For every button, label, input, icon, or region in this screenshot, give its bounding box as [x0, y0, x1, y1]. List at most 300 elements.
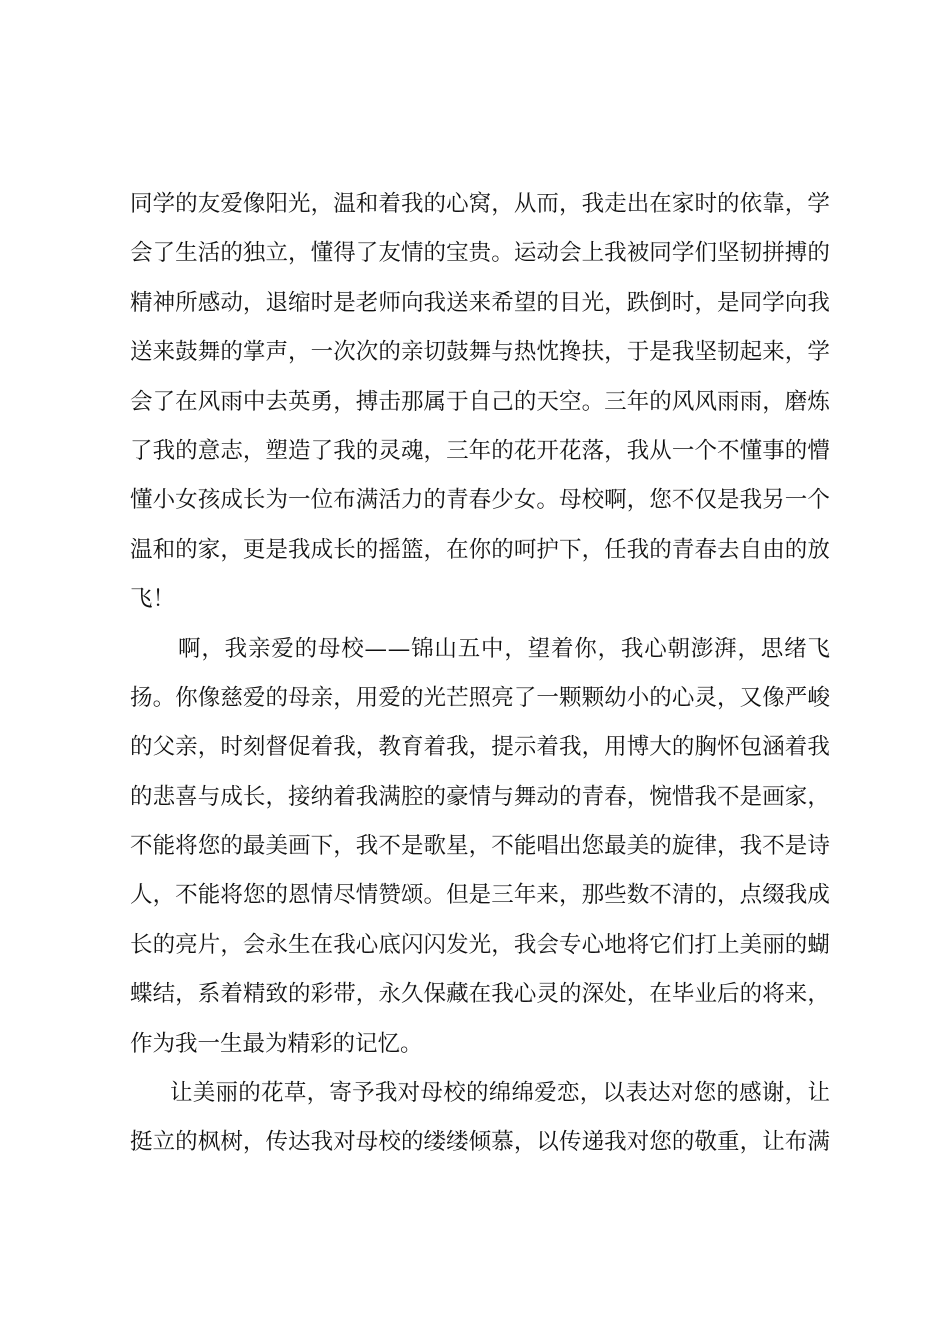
text-char: 山 [434, 635, 457, 662]
text-char: 时 [671, 289, 695, 316]
text-char: 教 [378, 734, 401, 761]
text-char: 传 [265, 1129, 288, 1156]
text-char: 英 [288, 388, 311, 415]
text-char: 和 [355, 191, 379, 217]
text-char: 长 [242, 487, 266, 514]
text-char: 绵 [488, 1080, 512, 1107]
text-char: 督 [265, 734, 288, 761]
text-char: 以 [536, 1129, 559, 1156]
text-char: ， [807, 981, 830, 1008]
text-char: 而 [536, 191, 559, 217]
text-char: 缕 [423, 1129, 447, 1156]
text-char: 志 [220, 437, 243, 464]
text-char: ， [242, 289, 266, 316]
text-char: 被 [626, 240, 650, 267]
text-char: 春 [604, 783, 627, 810]
text-char: 任 [604, 536, 627, 563]
text-char: 。 [423, 882, 447, 909]
text-char: 五 [457, 635, 481, 662]
text-char: 忱 [536, 339, 559, 366]
text-char: 永 [265, 931, 288, 958]
text-char: 的 [220, 833, 243, 860]
text-char: 我 [739, 487, 763, 514]
text-char: 在 [649, 981, 672, 1008]
text-char: 结 [152, 981, 176, 1008]
text-char: 达 [288, 1129, 311, 1156]
text-char: ， [491, 191, 514, 217]
paragraph-1-line-6 [130, 427, 830, 476]
text-char: 啊 [604, 487, 627, 514]
text-char: 将 [220, 882, 243, 909]
text-char: 峻 [807, 684, 830, 711]
text-char: 成 [220, 487, 243, 514]
text-char: 些 [604, 882, 627, 909]
text-char: 的 [294, 635, 318, 662]
text-char: 枫 [197, 1129, 221, 1156]
paragraph-3-line-1 [130, 1069, 830, 1118]
text-char: 光 [288, 191, 311, 217]
text-char: 闪 [423, 931, 447, 958]
text-char: 是 [468, 882, 492, 909]
text-char: 更 [242, 536, 266, 563]
text-char: 的 [716, 1080, 739, 1107]
text-char: ， [784, 339, 808, 366]
text-char: 毕 [671, 981, 695, 1008]
text-char: 树 [220, 1129, 243, 1156]
text-char: 您 [649, 1129, 672, 1156]
text-char: 丽 [215, 1080, 239, 1107]
text-char: 着 [536, 734, 559, 761]
text-char: 个 [694, 437, 717, 464]
text-char: 着 [378, 191, 401, 217]
text-char: 来 [784, 981, 808, 1008]
text-char: 的 [649, 833, 672, 860]
text-char: 的 [175, 437, 198, 464]
text-char: 是 [400, 833, 424, 860]
text-char: 同 [649, 240, 672, 267]
text-char: 的 [175, 191, 198, 217]
text-char: 老 [355, 289, 379, 316]
text-char: 人 [130, 882, 153, 909]
text-char: 您 [693, 1080, 717, 1107]
text-char: 爱 [534, 1080, 557, 1107]
text-char: 成 [807, 882, 830, 909]
text-char: 朝 [667, 635, 691, 662]
text-char: ， [717, 882, 740, 909]
text-char: 我 [374, 1080, 398, 1107]
text-char: 着 [550, 635, 574, 662]
text-char: 校 [443, 1080, 466, 1107]
text-char: 我 [581, 191, 605, 217]
text-char: 清 [671, 882, 695, 909]
text-char: 能 [513, 833, 537, 860]
text-char: ， [784, 191, 808, 217]
text-char: 的 [784, 931, 808, 958]
text-char: 予 [352, 1080, 375, 1107]
text-char: 寄 [329, 1080, 352, 1107]
text-char: 家 [671, 191, 695, 217]
text-char: 我 [310, 1129, 334, 1156]
text-char: 心 [671, 684, 695, 711]
text-char: 学 [807, 339, 830, 366]
text-char: 的 [671, 734, 695, 761]
text-char: 在 [649, 191, 672, 217]
text-char: 风 [671, 388, 695, 415]
text-char: 赞 [378, 882, 401, 909]
text-char: 时 [694, 191, 717, 217]
text-char: 的 [465, 1080, 489, 1107]
text-char: 恋 [557, 1080, 580, 1107]
text-char: 独 [242, 240, 266, 267]
text-char: 星 [446, 833, 469, 860]
text-char: 与 [491, 783, 514, 810]
text-char: 你 [574, 635, 597, 662]
text-char: 自 [739, 536, 763, 563]
text-char: 的 [423, 240, 447, 267]
text-char: 让 [170, 1080, 193, 1107]
text-char: 师 [378, 289, 401, 316]
text-char: ， [604, 289, 627, 316]
text-char: 达 [648, 1080, 671, 1107]
text-char: 一 [671, 437, 695, 464]
text-char: 我 [807, 734, 830, 761]
text-char: 立 [152, 1129, 176, 1156]
text-char: 的 [491, 536, 514, 563]
text-char: 生 [288, 931, 311, 958]
text-char: 心 [355, 931, 379, 958]
text-char: 能 [152, 833, 176, 860]
text-char: 母 [420, 1080, 443, 1107]
text-char: 促 [288, 734, 311, 761]
text-char: 是 [739, 783, 763, 810]
text-char: 是 [649, 339, 672, 366]
paragraph-2-line-8 [130, 970, 830, 1019]
text-char: 母 [355, 1129, 379, 1156]
text-char: ， [739, 1129, 763, 1156]
text-char: ， [604, 339, 627, 366]
text-char: 一 [310, 339, 334, 366]
text-char: 扬 [130, 684, 153, 711]
text-char: 中 [481, 635, 504, 662]
text-char: 阳 [265, 191, 288, 217]
text-char: 不 [671, 487, 695, 514]
text-char: 在 [310, 931, 334, 958]
text-char: 深 [581, 981, 605, 1008]
text-char: 舞 [197, 339, 221, 366]
text-char: 们 [671, 931, 695, 958]
text-char: 花 [513, 437, 537, 464]
text-char: 来 [762, 339, 785, 366]
text-char: 的 [130, 734, 153, 761]
text-char: 美 [192, 1080, 216, 1107]
text-char: 了 [152, 240, 176, 267]
text-char: 美 [265, 833, 288, 860]
text-char: 动 [220, 289, 243, 316]
text-char: 慕 [491, 1129, 514, 1156]
text-char: 学 [671, 240, 695, 267]
text-char: ， [626, 783, 650, 810]
text-char: 三 [446, 437, 469, 464]
text-char: 于 [446, 388, 469, 415]
text-char: 立 [265, 240, 288, 267]
text-char: 是 [265, 536, 288, 563]
text-char: 的 [175, 536, 198, 563]
text-char: 灵 [694, 684, 717, 711]
text-char: 又 [739, 684, 763, 711]
text-char: 的 [649, 684, 672, 711]
text-char: 友 [197, 191, 221, 217]
text-char: 的 [671, 1129, 695, 1156]
text-char: 是 [784, 833, 808, 860]
text-char: 搀 [558, 339, 582, 366]
text-char: 您 [242, 882, 266, 909]
text-char: 的 [265, 684, 288, 711]
text-char: 数 [626, 882, 650, 909]
text-char: 雨 [220, 388, 243, 415]
text-char: 位 [310, 487, 334, 514]
text-char: 彩 [310, 981, 334, 1008]
text-char: 呵 [513, 536, 537, 563]
text-char: 的 [491, 437, 514, 464]
text-char: 出 [558, 833, 582, 860]
text-char: 得 [333, 240, 356, 267]
text-char: 挺 [130, 1129, 153, 1156]
text-char: 带 [333, 981, 356, 1008]
text-char: 将 [762, 981, 785, 1008]
text-char: 炼 [807, 388, 830, 415]
text-char: 锦 [411, 635, 434, 662]
text-char: 但 [446, 882, 469, 909]
text-char: 的 [220, 339, 243, 366]
text-char: 上 [581, 240, 605, 267]
text-char: 底 [378, 931, 401, 958]
text-char: 灵 [536, 981, 559, 1008]
text-char: 的 [288, 981, 311, 1008]
text-char: 满 [355, 487, 379, 514]
text-char: 我 [626, 536, 650, 563]
text-char: 母 [558, 487, 582, 514]
text-char: 重 [717, 1129, 740, 1156]
text-char: 空 [558, 388, 582, 415]
text-char: 事 [762, 437, 785, 464]
text-char: 扶 [581, 339, 605, 366]
text-char: 掌 [242, 339, 266, 366]
text-char: 惜 [671, 783, 695, 810]
text-char: 搏 [355, 388, 379, 415]
text-char: 去 [717, 536, 740, 563]
text-char: 着 [310, 734, 334, 761]
text-char: ， [333, 684, 356, 711]
text-char: 爱 [242, 684, 266, 711]
text-char: 悲 [152, 783, 176, 810]
text-char: 我 [558, 734, 582, 761]
text-char: 与 [491, 339, 514, 366]
text-char: 了 [310, 437, 334, 464]
text-char: 情 [355, 882, 379, 909]
text-char: 了 [130, 437, 153, 464]
text-char: 的 [717, 191, 740, 217]
text-char: 温 [130, 536, 153, 563]
text-char: 目 [558, 289, 582, 316]
text-char: 用 [604, 734, 627, 761]
text-char: 美 [739, 931, 763, 958]
text-char: 对 [626, 1129, 650, 1156]
text-char: 会 [536, 931, 559, 958]
text-char: 我 [355, 833, 379, 860]
text-char: 我 [333, 931, 356, 958]
text-char: 绵 [511, 1080, 534, 1107]
text-char: 一 [784, 487, 808, 514]
text-char: 美 [626, 833, 650, 860]
text-char: 懵 [807, 437, 830, 464]
text-char: 出 [626, 191, 650, 217]
text-char: 雨 [717, 388, 740, 415]
text-char: 递 [581, 1129, 605, 1156]
text-char: 造 [288, 437, 311, 464]
text-char: 们 [694, 240, 717, 267]
text-char: ， [558, 191, 582, 217]
text-char: 接 [288, 783, 311, 810]
text-char: 处 [604, 981, 627, 1008]
paragraph-1-line-9: 飞！ [130, 586, 176, 613]
text-char: 会 [242, 931, 266, 958]
text-char: 着 [423, 734, 447, 761]
text-char: 对 [670, 1080, 694, 1107]
paragraph-2-line-6 [130, 871, 830, 920]
text-char: 满 [378, 783, 401, 810]
text-char: 我 [604, 1129, 627, 1156]
text-char: 心 [581, 931, 605, 958]
text-char: 勇 [310, 388, 334, 415]
text-char: 的 [378, 339, 401, 366]
text-char: 活 [378, 487, 401, 514]
text-char: ， [355, 981, 379, 1008]
text-char: 舞 [513, 783, 537, 810]
paragraph-1-line-2 [130, 229, 830, 278]
text-char: 严 [784, 684, 808, 711]
text-char: 歌 [423, 833, 447, 860]
text-char: 光 [423, 684, 447, 711]
text-char: 同 [130, 191, 153, 217]
text-char: 的 [558, 783, 582, 810]
text-char: 唱 [536, 833, 559, 860]
text-char: 打 [694, 931, 717, 958]
text-char: 同 [739, 289, 763, 316]
text-char: 。 [581, 388, 605, 415]
text-char: 的 [558, 981, 582, 1008]
text-char: 三 [491, 882, 514, 909]
text-char: 我 [694, 783, 717, 810]
text-char: 学 [152, 191, 176, 217]
text-char: 学 [762, 289, 785, 316]
text-char: 跌 [626, 289, 650, 316]
paragraph-2-line-1 [130, 625, 830, 674]
text-char: 的 [423, 783, 447, 810]
text-char: 布 [333, 487, 356, 514]
text-char: 小 [152, 487, 176, 514]
text-char: 雨 [739, 388, 763, 415]
text-char: ， [242, 437, 266, 464]
text-char: 布 [784, 1129, 808, 1156]
text-char: 少 [491, 487, 514, 514]
text-char: 长 [333, 536, 356, 563]
text-char: 我 [784, 882, 808, 909]
text-char: 情 [400, 240, 424, 267]
text-char: 依 [739, 191, 763, 217]
text-char: 感 [739, 1080, 762, 1107]
text-char: 那 [581, 882, 605, 909]
text-char: 它 [649, 931, 672, 958]
text-char: 我 [288, 536, 311, 563]
text-char: 春 [694, 536, 717, 563]
text-char: 中 [242, 388, 266, 415]
text-char: 谢 [761, 1080, 785, 1107]
text-char: 送 [446, 289, 469, 316]
text-char: 会 [558, 240, 582, 267]
text-char: 我 [152, 437, 176, 464]
text-char: ， [513, 1129, 537, 1156]
text-char: 爱 [378, 684, 401, 711]
text-char: — [364, 635, 387, 662]
text-char: 友 [378, 240, 401, 267]
text-char: 击 [378, 388, 401, 415]
text-char: 的 [807, 240, 830, 267]
text-char: 你 [175, 684, 198, 711]
text-char: 丽 [762, 931, 785, 958]
text-char: 的 [238, 1080, 261, 1107]
text-char: 年 [626, 388, 650, 415]
text-char: ， [581, 536, 605, 563]
text-char: 望 [513, 289, 537, 316]
text-char: 专 [558, 931, 582, 958]
text-char: 的 [265, 882, 288, 909]
text-char: 以 [602, 1080, 626, 1107]
text-char: 春 [468, 487, 492, 514]
text-char: 我 [224, 635, 248, 662]
text-char: 鼓 [446, 339, 469, 366]
text-char: 母 [288, 684, 311, 711]
text-char: 家 [784, 783, 808, 810]
text-char: 那 [400, 388, 424, 415]
text-char: 校 [378, 1129, 401, 1156]
text-char: ， [491, 931, 514, 958]
text-char: 光 [581, 289, 605, 316]
text-char: 像 [762, 684, 785, 711]
text-char: 是 [717, 487, 740, 514]
text-char: 敬 [694, 1129, 717, 1156]
text-char: 女 [175, 487, 198, 514]
text-char: ， [333, 833, 356, 860]
text-char: ， [175, 981, 198, 1008]
text-char: 懂 [739, 437, 763, 464]
text-char: 的 [513, 388, 537, 415]
text-char: 蝶 [130, 981, 153, 1008]
text-char: 由 [762, 536, 785, 563]
text-char: 仅 [694, 487, 717, 514]
text-char: 长 [130, 931, 153, 958]
text-char: 保 [423, 981, 447, 1008]
text-char: 活 [197, 240, 221, 267]
text-char: 会 [130, 240, 153, 267]
text-char: 我 [513, 931, 537, 958]
text-char: 不 [717, 783, 740, 810]
text-char: 护 [536, 536, 559, 563]
text-char: 后 [717, 981, 740, 1008]
paragraph-1-line-8 [130, 526, 830, 575]
text-char: 下 [558, 536, 582, 563]
text-char: 的 [355, 437, 379, 464]
text-char: 胸 [694, 734, 717, 761]
